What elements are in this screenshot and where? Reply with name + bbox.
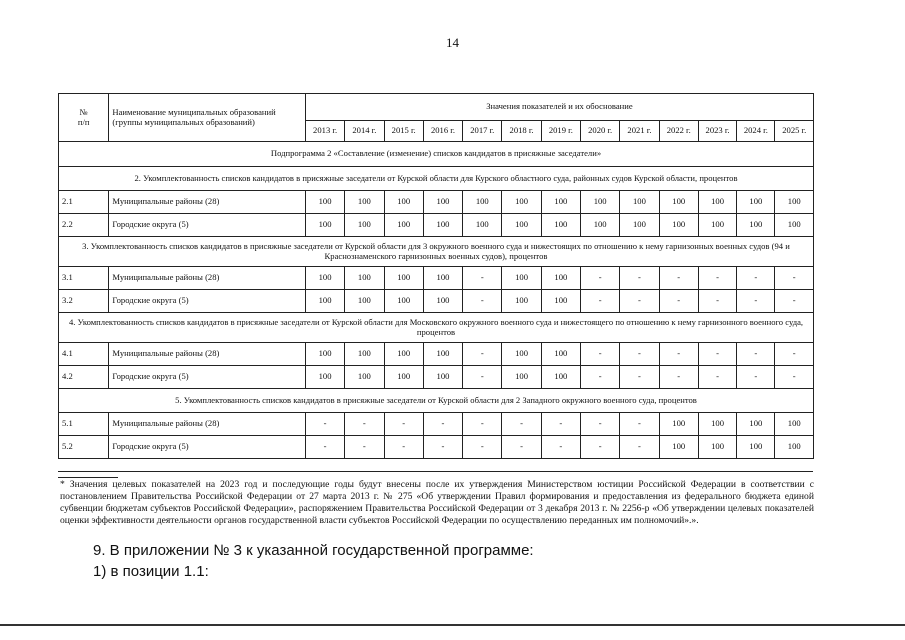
value-cell: - — [698, 366, 736, 389]
indicators-table — [58, 93, 814, 459]
value-cell: 100 — [423, 214, 462, 237]
value-cell: - — [463, 343, 502, 366]
subprogram-title: Подпрограмма 2 «Составление (изменение) списков кандидатов в присяжные заседатели» — [59, 142, 814, 167]
col-header-year: 2016 г. — [423, 121, 462, 142]
value-cell: 100 — [305, 214, 344, 237]
col-header-year: 2021 г. — [620, 121, 659, 142]
footnote-rule — [58, 477, 118, 478]
value-cell: 100 — [384, 343, 423, 366]
value-cell: - — [541, 436, 580, 459]
value-cell: 100 — [659, 413, 698, 436]
value-cell: 100 — [305, 290, 344, 313]
row-index: 4.1 — [59, 343, 109, 366]
col-header-year: 2017 г. — [463, 121, 502, 142]
col-header-year: 2014 г. — [345, 121, 384, 142]
value-cell: - — [581, 436, 620, 459]
value-cell: - — [775, 267, 814, 290]
value-cell: - — [775, 366, 814, 389]
table-row — [59, 343, 814, 366]
row-name: Муниципальные районы (28) — [109, 191, 306, 214]
value-cell: - — [775, 343, 814, 366]
paragraph-9: 9. В приложении № 3 к указанной государственной программе: — [93, 542, 534, 559]
value-cell: - — [659, 366, 698, 389]
value-cell: - — [502, 436, 541, 459]
col-header-year: 2019 г. — [541, 121, 580, 142]
table-row — [59, 191, 814, 214]
value-cell: 100 — [737, 413, 775, 436]
value-cell: 100 — [581, 191, 620, 214]
table-row — [59, 436, 814, 459]
footnote: * Значения целевых показателей на 2023 год и последующие годы будут внесены после их утверждения Министерством юстиции Российской Федерации в соответствии с постановлением Правительства Российской Федерации от 27 марта 2013 г. № 275 «Об утверждении Правил формирования и предоставления из федерального бюджета единой субвенции бюджетам субъектов Российской Федерации», распоряжением Правительства Российской Федерации от 3 декабря 2013 г. № 2256-р «Об утверждении целевых показателей оценки эффективности деятельности органов государственной власти субъектов Российской Федерации по осуществлению переданных им полномочий».». — [60, 479, 814, 526]
row-index: 5.1 — [59, 413, 109, 436]
value-cell: 100 — [502, 343, 541, 366]
value-cell: - — [581, 267, 620, 290]
value-cell: 100 — [423, 191, 462, 214]
value-cell: 100 — [305, 366, 344, 389]
value-cell: 100 — [737, 436, 775, 459]
value-cell: 100 — [698, 413, 736, 436]
value-cell: 100 — [775, 214, 814, 237]
value-cell: - — [463, 267, 502, 290]
row-name: Городские округа (5) — [109, 290, 306, 313]
value-cell: - — [384, 436, 423, 459]
value-cell: 100 — [345, 290, 384, 313]
row-name: Муниципальные районы (28) — [109, 267, 306, 290]
value-cell: - — [737, 267, 775, 290]
value-cell: 100 — [305, 267, 344, 290]
value-cell: 100 — [423, 343, 462, 366]
value-cell: 100 — [541, 267, 580, 290]
value-cell: - — [345, 436, 384, 459]
col-header-year: 2023 г. — [698, 121, 736, 142]
row-index: 3.2 — [59, 290, 109, 313]
row-name: Муниципальные районы (28) — [109, 343, 306, 366]
row-index: 2.1 — [59, 191, 109, 214]
value-cell: 100 — [502, 290, 541, 313]
section-title: 4. Укомплектованность списков кандидатов в присяжные заседатели от Курской области для Московского окружного военного суда и нижестоящего по отношению к нему гарнизонного военного суда, процентов — [59, 313, 814, 343]
section-title: 3. Укомплектованность списков кандидатов в присяжные заседатели от Курской области для 3 окружного военного суда и нижестоящих по отношению к нему гарнизонных военных судов (94 и Краснознаменского гарнизонных военных судов), процентов — [59, 237, 814, 267]
value-cell: 100 — [659, 214, 698, 237]
col-header-values: Значения показателей и их обоснование — [305, 94, 813, 121]
value-cell: - — [345, 413, 384, 436]
value-cell: - — [775, 290, 814, 313]
value-cell: - — [659, 267, 698, 290]
value-cell: - — [581, 366, 620, 389]
row-name: Городские округа (5) — [109, 436, 306, 459]
row-index: 5.2 — [59, 436, 109, 459]
value-cell: 100 — [423, 267, 462, 290]
table-row — [59, 214, 814, 237]
value-cell: 100 — [541, 290, 580, 313]
value-cell: 100 — [541, 366, 580, 389]
value-cell: - — [659, 290, 698, 313]
col-header-name: Наименование муниципальных образований (группы муниципальных образований) — [109, 94, 306, 142]
value-cell: 100 — [659, 436, 698, 459]
section-title: 5. Укомплектованность списков кандидатов в присяжные заседатели от Курской области для 2 Западного окружного военного суда, процентов — [59, 389, 814, 413]
value-cell: 100 — [345, 191, 384, 214]
value-cell: 100 — [384, 267, 423, 290]
value-cell: - — [463, 436, 502, 459]
value-cell: 100 — [541, 343, 580, 366]
value-cell: 100 — [541, 214, 580, 237]
value-cell: - — [620, 366, 659, 389]
col-header-year: 2015 г. — [384, 121, 423, 142]
value-cell: 100 — [698, 436, 736, 459]
value-cell: 100 — [737, 214, 775, 237]
value-cell: - — [659, 343, 698, 366]
value-cell: - — [737, 290, 775, 313]
value-cell: - — [502, 413, 541, 436]
table-row — [59, 267, 814, 290]
value-cell: 100 — [384, 366, 423, 389]
row-name: Муниципальные районы (28) — [109, 413, 306, 436]
table-row — [59, 290, 814, 313]
value-cell: 100 — [384, 191, 423, 214]
row-index: 4.2 — [59, 366, 109, 389]
value-cell: 100 — [698, 214, 736, 237]
value-cell: - — [305, 413, 344, 436]
col-header-year: 2024 г. — [737, 121, 775, 142]
col-header-year: 2020 г. — [581, 121, 620, 142]
value-cell: - — [423, 436, 462, 459]
value-cell: 100 — [463, 191, 502, 214]
value-cell: 100 — [620, 214, 659, 237]
value-cell: 100 — [775, 413, 814, 436]
table-row — [59, 366, 814, 389]
row-name: Городские округа (5) — [109, 366, 306, 389]
value-cell: - — [463, 290, 502, 313]
value-cell: - — [463, 413, 502, 436]
value-cell: 100 — [305, 343, 344, 366]
col-header-number: № п/п — [59, 94, 109, 142]
value-cell: - — [737, 343, 775, 366]
value-cell: - — [620, 267, 659, 290]
page-number: 14 — [446, 35, 459, 50]
value-cell: - — [620, 413, 659, 436]
value-cell: 100 — [423, 290, 462, 313]
value-cell: 100 — [345, 267, 384, 290]
value-cell: - — [423, 413, 462, 436]
page-bottom-line — [0, 624, 905, 626]
col-header-year: 2018 г. — [502, 121, 541, 142]
value-cell: - — [620, 343, 659, 366]
value-cell: - — [463, 366, 502, 389]
paragraph-1: 1) в позиции 1.1: — [93, 563, 209, 580]
value-cell: 100 — [581, 214, 620, 237]
value-cell: 100 — [502, 214, 541, 237]
row-index: 3.1 — [59, 267, 109, 290]
value-cell: - — [384, 413, 423, 436]
table-row — [59, 413, 814, 436]
row-name: Городские округа (5) — [109, 214, 306, 237]
value-cell: - — [581, 343, 620, 366]
value-cell: - — [698, 343, 736, 366]
value-cell: 100 — [423, 366, 462, 389]
value-cell: 100 — [502, 366, 541, 389]
value-cell: 100 — [775, 191, 814, 214]
value-cell: 100 — [463, 214, 502, 237]
value-cell: 100 — [737, 191, 775, 214]
value-cell: - — [698, 290, 736, 313]
value-cell: 100 — [502, 191, 541, 214]
value-cell: - — [581, 290, 620, 313]
value-cell: - — [737, 366, 775, 389]
value-cell: 100 — [384, 290, 423, 313]
value-cell: 100 — [698, 191, 736, 214]
section-title: 2. Укомплектованность списков кандидатов в присяжные заседатели от Курской области для Курского областного суда, районных судов Курской области, процентов — [59, 167, 814, 191]
value-cell: - — [620, 436, 659, 459]
value-cell: 100 — [502, 267, 541, 290]
value-cell: 100 — [775, 436, 814, 459]
value-cell: 100 — [384, 214, 423, 237]
value-cell: 100 — [345, 214, 384, 237]
value-cell: - — [698, 267, 736, 290]
table-bottom-rule — [58, 471, 813, 472]
value-cell: - — [581, 413, 620, 436]
value-cell: 100 — [345, 343, 384, 366]
value-cell: 100 — [305, 191, 344, 214]
value-cell: 100 — [620, 191, 659, 214]
value-cell: - — [305, 436, 344, 459]
value-cell: - — [620, 290, 659, 313]
value-cell: 100 — [541, 191, 580, 214]
col-header-year: 2013 г. — [305, 121, 344, 142]
row-index: 2.2 — [59, 214, 109, 237]
value-cell: 100 — [659, 191, 698, 214]
col-header-year: 2025 г. — [775, 121, 814, 142]
col-header-year: 2022 г. — [659, 121, 698, 142]
value-cell: 100 — [345, 366, 384, 389]
value-cell: - — [541, 413, 580, 436]
